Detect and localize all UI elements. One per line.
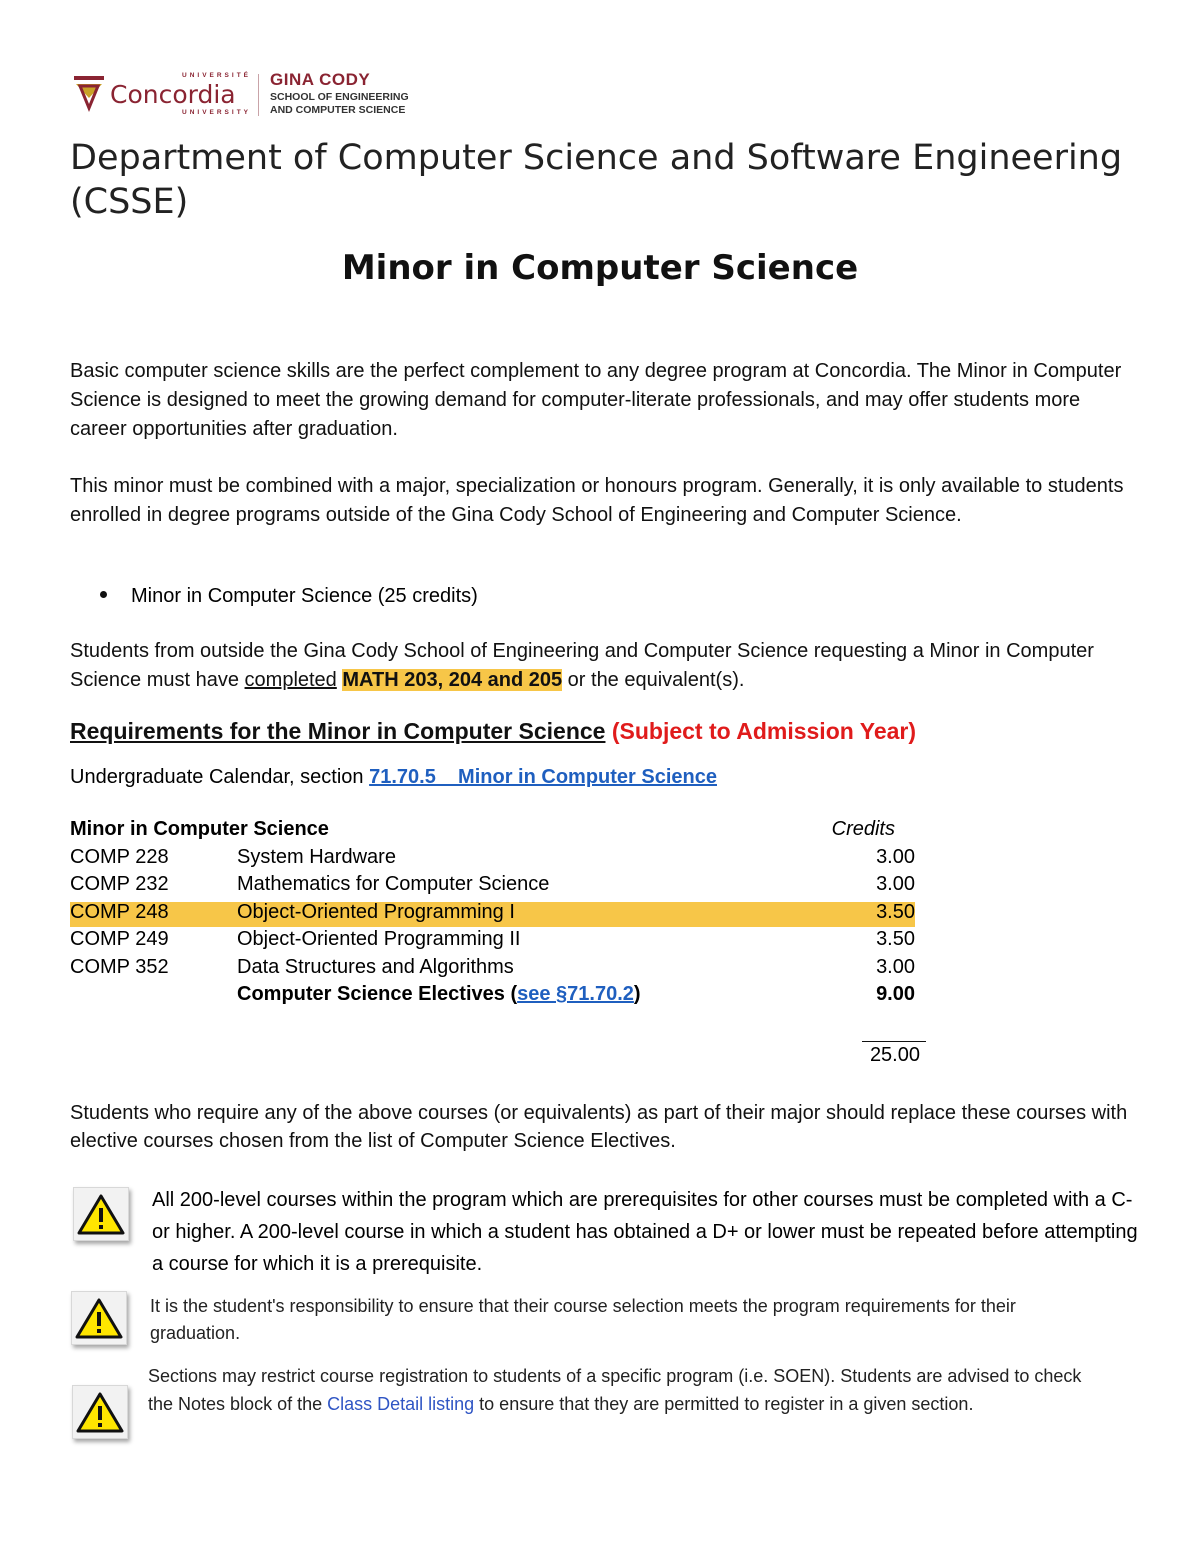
course-table [70,818,930,1011]
warning-icon [73,1187,129,1241]
table-row [70,901,930,929]
requirements-heading [70,718,916,745]
total-divider [862,1041,926,1042]
course-credits: 3.50 [876,900,915,923]
course-code: COMP 352 [70,955,169,978]
logo-school-line2: AND COMPUTER SCIENCE [270,104,406,116]
logo-school-line1: SCHOOL OF ENGINEERING [270,91,409,103]
page-title: Minor in Computer Science [341,248,859,288]
course-title: Object-Oriented Programming II [237,928,521,950]
course-credits: 3.00 [876,873,915,895]
prerequisite-paragraph [70,637,1140,695]
course-title: System Hardware [237,845,396,868]
electives-label [237,983,641,1006]
warning-icon [72,1385,128,1439]
logo-gina-cody: GINA CODY [270,70,371,89]
prereq-after: or the equivalent(s). [562,669,745,691]
warning-grade-requirement: All 200-level courses within the program which are prerequisites for other courses must be completed with a C- or higher. A 200-level course in which a student has obtained a D+ or lower must be repeated before attempting a course for which it is a prerequisite. [152,1189,1138,1275]
bullet-text: Minor in Computer Science (25 credits) [131,585,478,607]
course-code: COMP 249 [70,928,169,950]
table-row-electives [70,983,930,1011]
course-code: COMP 248 [70,900,169,923]
total-credits: 25.00 [869,1044,920,1066]
course-title: Object-Oriented Programming I [237,900,515,923]
calendar-reference [70,766,717,789]
table-row [70,956,930,984]
warning-student-responsibility: It is the student's responsibility to ensure that their course selection meets the program requirements for their graduation. [150,1296,1016,1343]
course-code: COMP 232 [70,873,169,895]
table-row [70,846,930,874]
course-credits: 3.00 [876,845,915,868]
warning-icon [71,1291,127,1345]
course-title: Data Structures and Algorithms [237,955,514,978]
combination-paragraph: This minor must be combined with a major, specialization or honours program. Generally, it is only available to students enrolled in degree programs outside of the Gina Cody School of Engineering and Computer Science. [70,475,1124,526]
warning-section-restriction [148,1362,1088,1418]
prereq-text: Students from outside the Gina Cody School of Engineering and Computer Science requesting a Minor in Computer Science must have [70,640,1094,691]
electives-label-text: Computer Science Electives ( [237,983,518,1005]
electives-credits: 9.00 [876,983,915,1005]
department-title: Department of Computer Science and Software Engineering (CSSE) [70,138,1123,222]
logo-universite: UNIVERSITÉ [182,72,252,79]
concordia-logo [72,70,452,120]
table-row [70,873,930,901]
electives-close: ) [633,983,641,1005]
logo-divider [258,74,259,116]
calendar-section-link[interactable]: 71.70.5 Minor in Computer Science [369,766,717,788]
requirements-heading-note: (Subject to Admission Year) [611,718,917,744]
course-title: Mathematics for Computer Science [237,873,550,895]
table-row [70,928,930,956]
logo-university: UNIVERSITY [182,109,252,116]
table-header-title: Minor in Computer Science [70,818,329,840]
requirements-heading-main: Requirements for the Minor in Computer Science [70,718,606,744]
electives-link[interactable]: see §71.70.2 [517,983,634,1005]
bullet-icon [100,591,107,598]
prereq-math-highlight: MATH 203, 204 and 205 [342,669,563,691]
logo-concordia: Concordia [110,80,236,109]
prereq-completed: completed [244,669,337,691]
table-header-credits: Credits [831,818,895,840]
course-credits: 3.50 [876,928,915,950]
list-item [100,582,478,611]
course-code: COMP 228 [70,845,169,868]
course-credits: 3.00 [876,955,915,978]
intro-paragraph: Basic computer science skills are the perfect complement to any degree program at Concordia. The Minor in Computer Science is designed to meet the growing demand for computer-literate professionals, and may offer students more career opportunities after graduation. [70,360,1122,440]
warning3-after: to ensure that they are permitted to register in a given section. [474,1394,974,1414]
calendar-prefix: Undergraduate Calendar, section [70,766,370,788]
table-header-row [70,818,930,846]
concordia-shield-icon [72,72,106,112]
replace-note: Students who require any of the above courses (or equivalents) as part of their major should replace these courses with elective courses chosen from the list of Computer Science Electives. [70,1102,1128,1152]
warning3-text: Sections may restrict course registration to students of a specific program (i.e. SOEN). Students are advised to check the Notes block of the [148,1366,1082,1414]
class-detail-link[interactable]: Class Detail listing [327,1394,475,1414]
